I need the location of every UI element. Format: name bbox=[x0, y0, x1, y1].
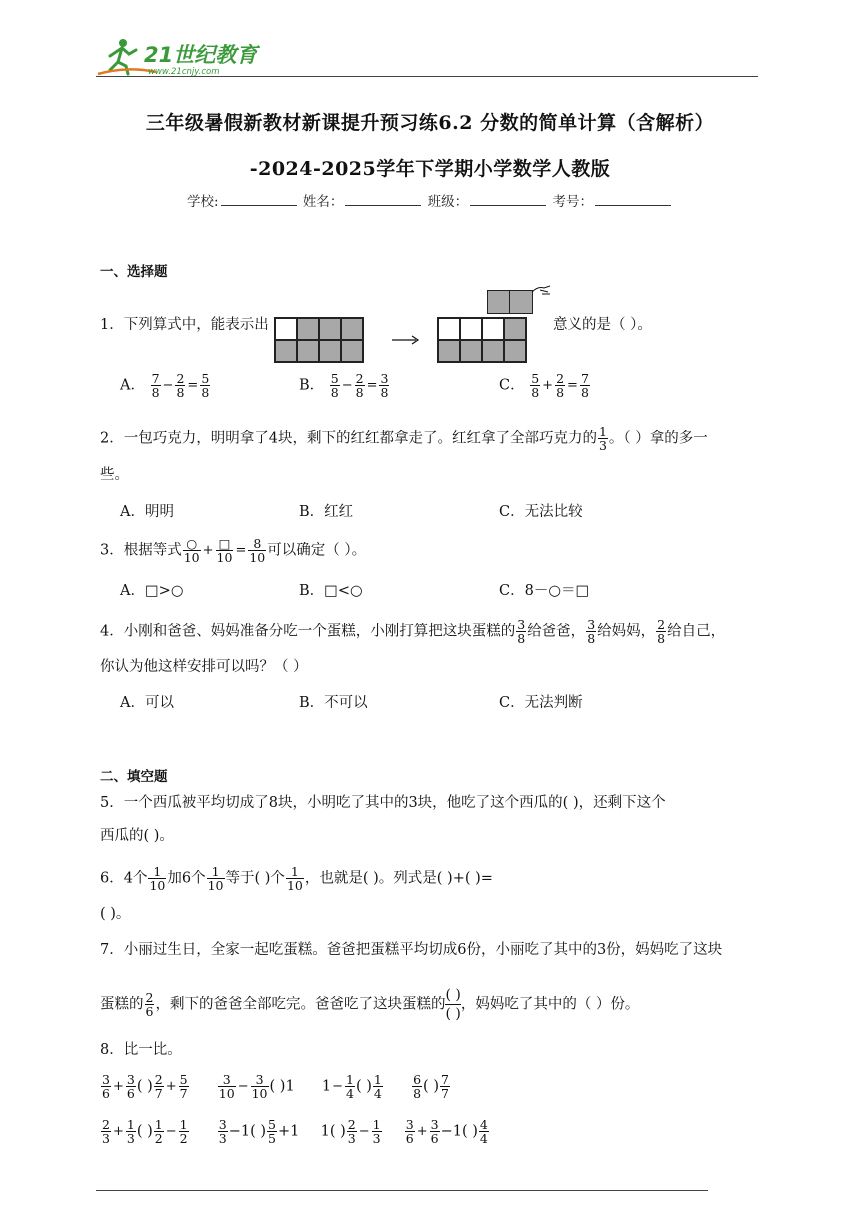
header-rule bbox=[96, 76, 758, 77]
q8-blank[interactable]: ( ) bbox=[329, 1123, 346, 1140]
school-label: 学校: bbox=[187, 194, 219, 210]
id-label: 考号： bbox=[552, 194, 593, 210]
class-label: 班级： bbox=[427, 194, 469, 210]
q3-option-a[interactable]: A．□>○ bbox=[120, 583, 184, 599]
q4-text-line2: 你认为他这样安排可以吗？（ ） bbox=[100, 659, 308, 675]
q8-blank[interactable]: ( ) bbox=[461, 1123, 478, 1140]
q2-option-c[interactable]: C．无法比较 bbox=[499, 504, 583, 520]
q3-option-c[interactable]: C．8－○＝□ bbox=[499, 583, 590, 599]
q7-text: 7．小丽过生日，全家一起吃蛋糕。爸爸把蛋糕平均切成6份，小丽吃了其中的3份，妈妈吃了这块 bbox=[100, 942, 723, 958]
q7-text-line2: 蛋糕的 $\frac{2}{6}$ ，剩下的爸爸全部吃完。爸爸吃了这块蛋糕的 ( ) ( ) ，妈妈吃了其中的（ ）份。 bbox=[100, 987, 640, 1022]
q4-option-c[interactable]: C．无法判断 bbox=[499, 695, 583, 711]
q1-option-b[interactable]: B． $\frac{5}{8}$ − $\frac{2}{8}$ = $\frac{3}{8}$ bbox=[299, 371, 389, 400]
svg-text:www.21cnjy.com: www.21cnjy.com bbox=[148, 67, 220, 77]
svg-text:21世纪教育: 21世纪教育 bbox=[144, 43, 258, 67]
doc-title-line2: -2024-2025学年下学期小学数学人教版 bbox=[249, 158, 611, 180]
q4-option-b[interactable]: B．不可以 bbox=[299, 695, 368, 711]
q8-row2: $\frac{2}{3}$ + $\frac{1}{3}$ ( ) $\frac{1}{2}$ − $\frac{1}{2}$ $\frac{3}{3}$ −1( ) $\frac{5}{5}$ +1 1( ) $\frac{2}{3}$ − $\frac{1}{3}$ $\frac{3}{6}$ + $\frac{3}{6}$ −1( ) $\frac{4}{4}$ bbox=[102, 1117, 488, 1146]
q3-option-b[interactable]: B．□<○ bbox=[299, 583, 363, 599]
q3-text: 3．根据等式 $\frac{○}{10}$ + $\frac{□}{10}$ = $\frac{8}{10}$ 可以确定（ ）。 bbox=[100, 536, 367, 565]
q4-option-a[interactable]: A．可以 bbox=[120, 695, 174, 711]
q6-text: 6．4个 $\frac{1}{10}$ 加6个 $\frac{1}{10}$ 等于( )个 $\frac{1}{10}$ ，也就是( )。列式是( )+( )= bbox=[100, 864, 493, 893]
q6-text-line2: ( )。 bbox=[100, 906, 131, 922]
q2-text: 2．一包巧克力，明明拿了4块，剩下的红红都拿走了。红红拿了全部巧克力的 $\frac{1}{3}$ 。（ ）拿的多一 bbox=[100, 424, 708, 453]
q1-grid-before bbox=[274, 317, 364, 363]
student-info bbox=[0, 190, 860, 210]
section-choice: 一、选择题 bbox=[100, 264, 168, 280]
name-blank[interactable] bbox=[345, 193, 421, 206]
section-fill: 二、填空题 bbox=[100, 769, 168, 785]
q8-blank[interactable]: ( ) bbox=[355, 1078, 372, 1095]
doc-title-line1: 三年级暑假新教材新课提升预习练6.2 分数的简单计算（含解析） bbox=[145, 112, 715, 134]
q1-grid-after bbox=[437, 317, 527, 363]
q1-option-a[interactable]: A． $\frac{7}{8}$ − $\frac{2}{8}$ = $\frac{5}{8}$ bbox=[120, 371, 210, 400]
q8-title: 8．比一比。 bbox=[100, 1042, 182, 1058]
q1-option-c[interactable]: C． $\frac{5}{8}$ + $\frac{2}{8}$ = $\frac{7}{8}$ bbox=[499, 371, 589, 400]
q1-removed-pieces bbox=[487, 290, 533, 314]
arrow-icon bbox=[390, 334, 422, 346]
q1-text: 1．下列算式中，能表示出 bbox=[100, 317, 269, 333]
school-blank[interactable] bbox=[221, 193, 297, 206]
q4-text: 4．小刚和爸爸、妈妈准备分吃一个蛋糕，小刚打算把这块蛋糕的 $\frac{3}{8}$ 给爸爸， $\frac{3}{8}$ 给妈妈， $\frac{2}{8}$ 给自己， bbox=[100, 617, 726, 646]
class-blank[interactable] bbox=[470, 193, 546, 206]
q8-blank[interactable]: ( ) bbox=[250, 1123, 267, 1140]
q8-blank[interactable]: ( ) bbox=[269, 1078, 286, 1095]
name-label: 姓名： bbox=[302, 194, 344, 210]
q8-row1: $\frac{3}{6}$ + $\frac{3}{6}$ ( ) $\frac{2}{7}$ + $\frac{5}{7}$ $\frac{3}{10}$ − $\frac{3}{10}$ ( )1 1− $\frac{1}{4}$ ( ) $\frac{1}{4}$ $\frac{6}{8}$ ( ) $\frac{7}{7}$ bbox=[102, 1072, 449, 1101]
q5-text: 5．一个西瓜被平均切成了8块，小明吃了其中的3块，他吃了这个西瓜的( )，还剩下这个 bbox=[100, 795, 666, 811]
q2-text-line2: 些。 bbox=[100, 467, 129, 483]
q8-blank[interactable]: ( ) bbox=[136, 1078, 153, 1095]
q1-text-b: 意义的是（ ）。 bbox=[553, 317, 652, 333]
footer-rule bbox=[96, 1190, 708, 1191]
q2-option-b[interactable]: B．红红 bbox=[299, 504, 354, 520]
hand-icon bbox=[530, 282, 554, 298]
q8-blank[interactable]: ( ) bbox=[423, 1078, 439, 1095]
logo bbox=[96, 36, 266, 80]
q8-blank[interactable]: ( ) bbox=[136, 1123, 153, 1140]
q5-text-line2: 西瓜的( )。 bbox=[100, 828, 174, 844]
id-blank[interactable] bbox=[595, 193, 671, 206]
q2-option-a[interactable]: A．明明 bbox=[120, 504, 174, 520]
